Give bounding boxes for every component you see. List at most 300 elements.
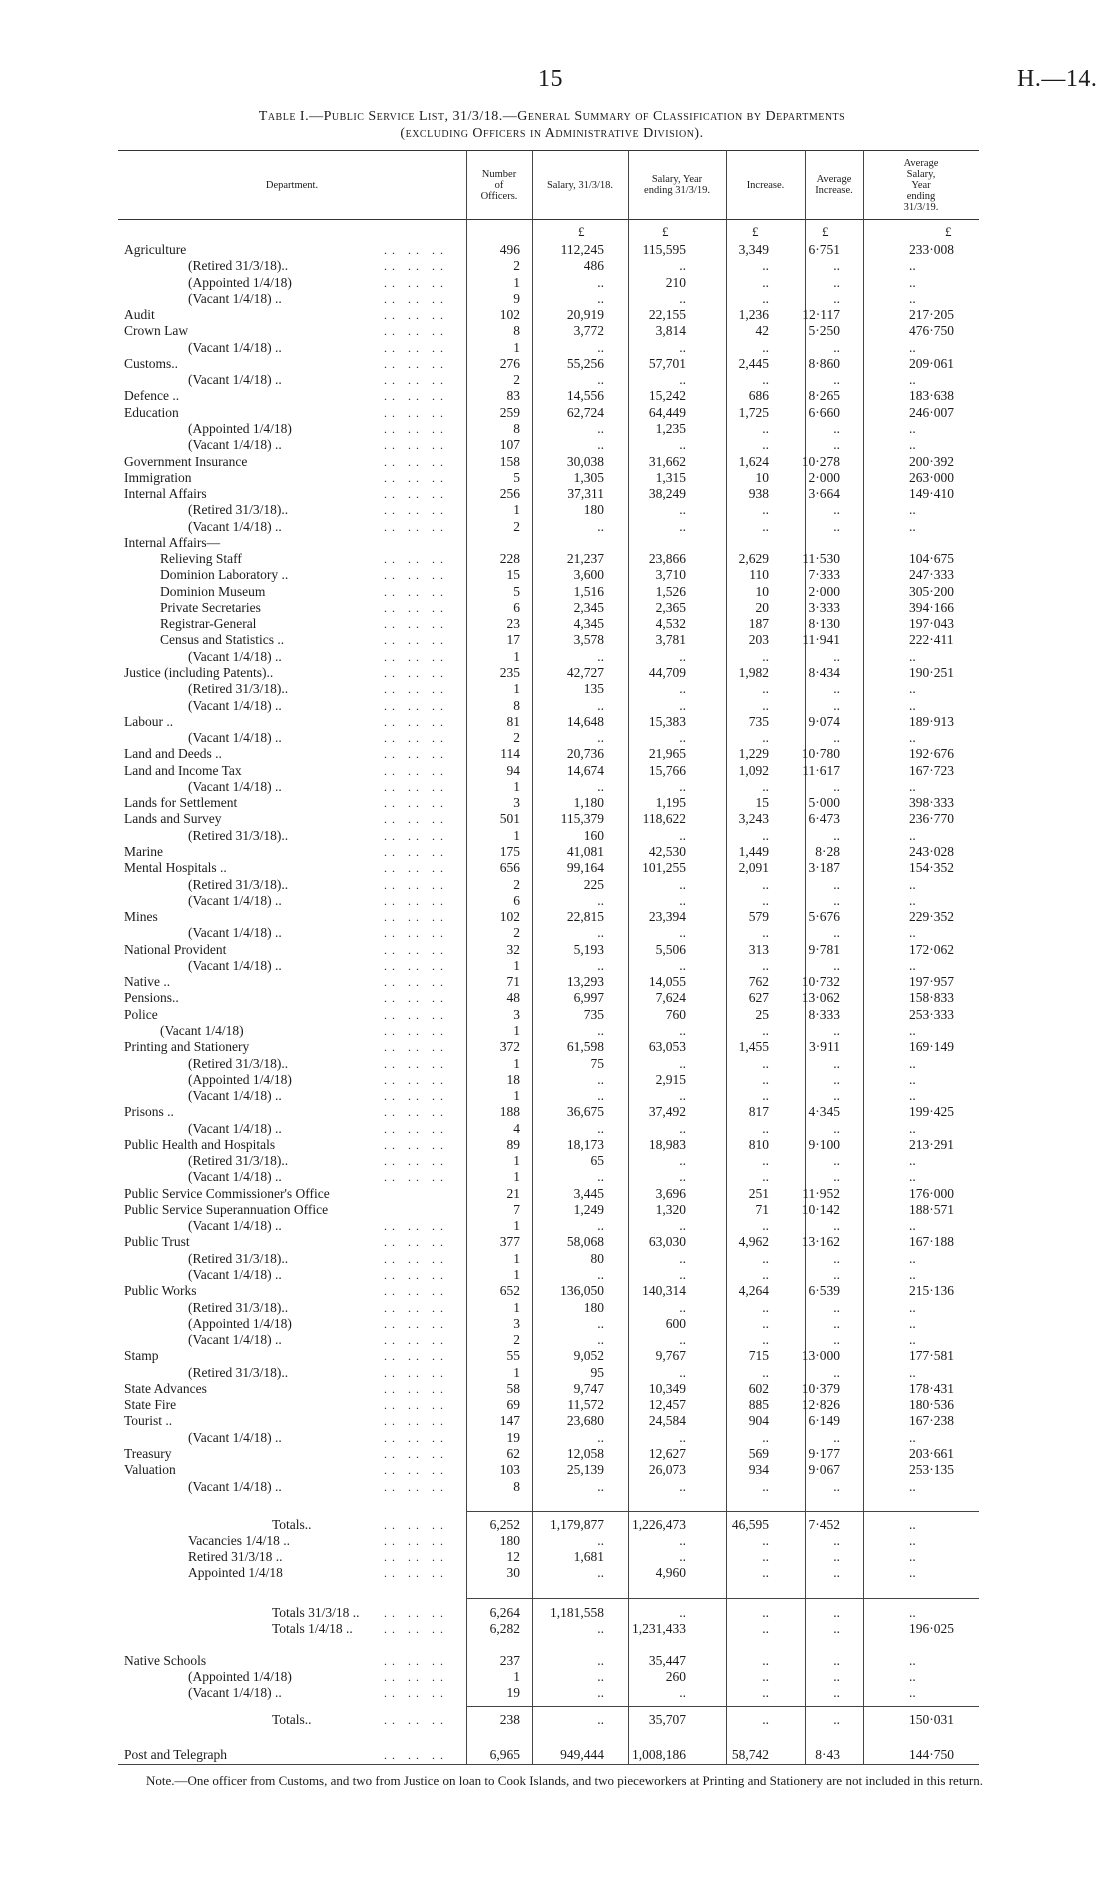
leader-dots: .. .. .. xyxy=(384,356,448,371)
leader-dots: .. .. .. xyxy=(384,487,448,502)
salary-value: 5,193 xyxy=(573,941,604,957)
salary-value: 61,598 xyxy=(566,1039,604,1055)
salary-value: .. xyxy=(597,1533,604,1548)
avg-salary-value: 398·333 xyxy=(909,795,954,811)
leader-dots: .. .. .. xyxy=(384,1023,448,1038)
avg-salary-value: .. xyxy=(909,827,916,843)
leader-dots: .. .. .. xyxy=(384,1056,448,1071)
salary-year-value: 7,624 xyxy=(655,990,686,1006)
increase-value: .. xyxy=(762,1169,769,1185)
salary-value: 486 xyxy=(583,258,604,274)
row-label: (Vacant 1/4/18) xyxy=(160,1022,244,1038)
officers-count: 1 xyxy=(513,1153,520,1169)
avg-increase-value: .. xyxy=(833,1549,840,1564)
salary-value: 36,675 xyxy=(566,1104,604,1120)
officers-count: 62 xyxy=(506,1445,520,1461)
row-label: (Retired 31/3/18).. xyxy=(188,1250,289,1266)
officers-count: 259 xyxy=(499,404,520,420)
avg-salary-value: 192·676 xyxy=(909,746,954,762)
table-row xyxy=(0,1268,1114,1282)
totals-rule xyxy=(466,1511,979,1512)
officers-count: 23 xyxy=(506,616,520,632)
avg-increase-value: 13·062 xyxy=(801,990,840,1006)
officers-count: 372 xyxy=(499,1039,520,1055)
increase-value: .. xyxy=(762,1669,769,1684)
salary-value: .. xyxy=(597,1267,604,1282)
table-row xyxy=(0,1203,1114,1217)
salary-value: 180 xyxy=(583,502,604,518)
avg-increase-value: 10·278 xyxy=(801,453,840,469)
salary-value: 42,727 xyxy=(566,665,604,681)
row-label: (Vacant 1/4/18) .. xyxy=(188,437,282,453)
avg-salary-value: 253·333 xyxy=(909,1006,954,1022)
avg-increase-value: .. xyxy=(833,1332,840,1348)
leader-dots: .. .. .. xyxy=(384,389,448,404)
salary-value: .. xyxy=(597,1621,604,1636)
officers-count: 2 xyxy=(513,372,520,388)
row-label: (Vacant 1/4/18) .. xyxy=(188,730,282,746)
salary-value: 112,245 xyxy=(560,242,604,257)
row-label: (Vacant 1/4/18) .. xyxy=(188,290,282,306)
increase-value: 579 xyxy=(748,909,769,925)
officers-count: 147 xyxy=(499,1413,520,1429)
avg-salary-value: .. xyxy=(909,1669,916,1684)
avg-salary-value: .. xyxy=(909,1332,916,1348)
officers-count: 1 xyxy=(513,1169,520,1185)
leader-dots: .. .. .. xyxy=(384,893,448,908)
salary-year-value: .. xyxy=(679,339,686,355)
avg-increase-value: .. xyxy=(833,827,840,843)
avg-salary-value: 217·205 xyxy=(909,307,954,323)
row-label: Relieving Staff xyxy=(160,551,242,567)
table-row xyxy=(0,1606,1114,1620)
row-label: Private Secretaries xyxy=(160,599,261,615)
salary-value: .. xyxy=(597,1478,604,1494)
row-label: (Retired 31/3/18).. xyxy=(188,258,289,274)
avg-increase-value: 5·676 xyxy=(808,909,840,925)
officers-count: 2 xyxy=(513,730,520,746)
salary-year-value: .. xyxy=(679,876,686,892)
officers-count: 58 xyxy=(506,1380,520,1396)
leader-dots: .. .. .. xyxy=(384,1154,448,1169)
increase-value: 1,455 xyxy=(738,1039,769,1055)
table-row xyxy=(0,731,1114,745)
salary-value: 1,179,877 xyxy=(550,1517,604,1532)
row-label: Crown Law xyxy=(124,323,189,339)
officers-count: 6,965 xyxy=(489,1747,520,1762)
avg-salary-value: 215·136 xyxy=(909,1283,954,1299)
salary-value: 99,164 xyxy=(566,860,604,876)
row-label: State Fire xyxy=(124,1397,177,1413)
row-label: Public Service Commissioner's Office xyxy=(124,1185,330,1201)
salary-year-value: 1,320 xyxy=(655,1201,686,1217)
leader-dots: .. .. .. xyxy=(384,1622,448,1636)
increase-value: 15 xyxy=(755,795,769,811)
increase-value: 569 xyxy=(748,1445,769,1461)
officers-count: 2 xyxy=(513,518,520,534)
leader-dots: .. .. .. xyxy=(384,1479,448,1494)
avg-salary-value: .. xyxy=(909,1533,916,1548)
avg-salary-value: 229·352 xyxy=(909,909,954,925)
officers-count: 175 xyxy=(499,843,520,859)
avg-salary-value: 180·536 xyxy=(909,1397,954,1413)
officers-count: 21 xyxy=(506,1185,520,1201)
salary-value: 55,256 xyxy=(566,355,604,371)
salary-value: 22,815 xyxy=(566,909,604,925)
leader-dots: .. .. .. xyxy=(384,552,448,567)
table-row xyxy=(0,341,1114,355)
leader-dots: .. .. .. xyxy=(384,1654,448,1668)
increase-value: 3,349 xyxy=(738,242,769,257)
salary-year-value: 1,526 xyxy=(655,583,686,599)
officers-count: 8 xyxy=(513,323,520,339)
salary-year-value: .. xyxy=(679,437,686,453)
avg-salary-value: .. xyxy=(909,1299,916,1315)
salary-year-value: .. xyxy=(679,778,686,794)
leader-dots: .. .. .. xyxy=(384,340,448,355)
row-label: (Retired 31/3/18).. xyxy=(188,876,289,892)
row-label: Public Works xyxy=(124,1283,197,1299)
officers-count: 3 xyxy=(513,1315,520,1331)
avg-salary-value: 305·200 xyxy=(909,583,954,599)
salary-year-value: 760 xyxy=(665,1006,686,1022)
leader-dots: .. .. .. xyxy=(384,1606,448,1620)
increase-value: 58,742 xyxy=(731,1747,769,1762)
avg-salary-value: .. xyxy=(909,1565,916,1580)
row-label: Defence .. xyxy=(124,388,180,404)
row-label: (Vacant 1/4/18) .. xyxy=(188,1120,282,1136)
row-label: (Vacant 1/4/18) .. xyxy=(188,778,282,794)
leader-dots: .. .. .. xyxy=(384,1534,448,1548)
row-label: National Provident xyxy=(124,941,227,957)
leader-dots: .. .. .. xyxy=(384,1251,448,1266)
leader-dots: .. .. .. xyxy=(384,600,448,615)
increase-value: 46,595 xyxy=(731,1517,769,1532)
avg-increase-value: 8·860 xyxy=(808,355,840,371)
row-label: Labour .. xyxy=(124,713,174,729)
grand-totals-rule xyxy=(466,1598,979,1599)
avg-salary-value: .. xyxy=(909,1250,916,1266)
leader-dots: .. .. .. xyxy=(384,763,448,778)
row-label: (Vacant 1/4/18) .. xyxy=(188,957,282,973)
unit-increase: £ xyxy=(752,224,759,239)
increase-value: .. xyxy=(762,876,769,892)
officers-count: 377 xyxy=(499,1234,520,1250)
table-row xyxy=(0,894,1114,908)
table-row xyxy=(0,666,1114,680)
increase-value: .. xyxy=(762,339,769,355)
table-row xyxy=(0,1057,1114,1071)
officers-count: 17 xyxy=(506,632,520,648)
salary-year-value: .. xyxy=(679,827,686,843)
avg-increase-value: .. xyxy=(833,1315,840,1331)
salary-year-value: 1,235 xyxy=(655,420,686,436)
avg-salary-value: .. xyxy=(909,1605,916,1620)
avg-salary-value: 167·188 xyxy=(909,1234,954,1250)
unit-salary-year: £ xyxy=(662,224,669,239)
salary-year-value: 42,530 xyxy=(648,843,686,859)
salary-year-value: 101,255 xyxy=(642,860,686,876)
avg-increase-value: 2·000 xyxy=(808,469,840,485)
increase-value: 817 xyxy=(748,1104,769,1120)
table-row xyxy=(0,1566,1114,1580)
officers-count: 1 xyxy=(513,502,520,518)
salary-year-value: 23,394 xyxy=(648,909,686,925)
row-label: (Appointed 1/4/18) xyxy=(188,1315,292,1331)
table-row xyxy=(0,438,1114,452)
avg-salary-value: .. xyxy=(909,1653,916,1668)
officers-count: 3 xyxy=(513,795,520,811)
salary-value: .. xyxy=(597,648,604,664)
leader-dots: .. .. .. xyxy=(384,975,448,990)
salary-value: 9,747 xyxy=(573,1380,604,1396)
leader-dots: .. .. .. xyxy=(384,1670,448,1684)
avg-increase-value: 8·265 xyxy=(808,388,840,404)
salary-value: 95 xyxy=(590,1364,604,1380)
salary-value: 115,379 xyxy=(560,811,604,827)
avg-increase-value: 3·333 xyxy=(808,599,840,615)
salary-year-value: .. xyxy=(679,648,686,664)
officers-count: 1 xyxy=(513,827,520,843)
table-row xyxy=(0,1219,1114,1233)
table-row xyxy=(0,1670,1114,1684)
salary-value: .. xyxy=(597,339,604,355)
avg-salary-value: .. xyxy=(909,1055,916,1071)
avg-increase-value: 9·067 xyxy=(808,1462,840,1478)
salary-year-value: .. xyxy=(679,892,686,908)
table-row xyxy=(0,1333,1114,1347)
increase-value: 1,449 xyxy=(738,843,769,859)
avg-salary-value: 169·149 xyxy=(909,1039,954,1055)
avg-salary-value: .. xyxy=(909,502,916,518)
increase-value: 3,243 xyxy=(738,811,769,827)
row-label: Prisons .. xyxy=(124,1104,174,1120)
salary-year-value: 22,155 xyxy=(648,307,686,323)
row-label: Education xyxy=(124,404,179,420)
salary-value: .. xyxy=(597,1669,604,1684)
increase-value: 2,445 xyxy=(738,355,769,371)
increase-value: 1,725 xyxy=(738,404,769,420)
avg-salary-value: 144·750 xyxy=(909,1747,954,1762)
salary-year-value: .. xyxy=(679,1120,686,1136)
table-header xyxy=(118,150,979,220)
row-label: Native .. xyxy=(124,974,171,990)
row-label: (Retired 31/3/18).. xyxy=(188,681,289,697)
officers-count: 158 xyxy=(499,453,520,469)
officers-count: 238 xyxy=(499,1712,520,1727)
avg-salary-value: .. xyxy=(909,1517,916,1532)
increase-value: .. xyxy=(762,437,769,453)
table-row xyxy=(0,926,1114,940)
officers-count: 1 xyxy=(513,648,520,664)
officers-count: 276 xyxy=(499,355,520,371)
table-row xyxy=(0,1713,1114,1727)
row-label: Post and Telegraph xyxy=(124,1747,228,1762)
row-label: (Vacant 1/4/18) .. xyxy=(188,1218,282,1234)
row-label: Tourist .. xyxy=(124,1413,173,1429)
officers-count: 9 xyxy=(513,290,520,306)
row-label: (Vacant 1/4/18) .. xyxy=(188,892,282,908)
increase-value: .. xyxy=(762,648,769,664)
table-row xyxy=(0,1366,1114,1380)
officers-count: 18 xyxy=(506,1071,520,1087)
table-row xyxy=(0,1008,1114,1022)
row-label: Retired 31/3/18 .. xyxy=(188,1549,283,1564)
officers-count: 6,264 xyxy=(489,1605,520,1620)
row-label: Agriculture xyxy=(124,242,187,257)
row-label: (Retired 31/3/18).. xyxy=(188,1153,289,1169)
row-label: Public Service Superannuation Office xyxy=(124,1201,329,1217)
officers-count: 94 xyxy=(506,762,520,778)
table-row xyxy=(0,1024,1114,1038)
salary-year-value: .. xyxy=(679,1055,686,1071)
salary-year-value: 23,866 xyxy=(648,551,686,567)
avg-increase-value: 13·162 xyxy=(801,1234,840,1250)
avg-increase-value: 8·333 xyxy=(808,1006,840,1022)
salary-value: 1,249 xyxy=(573,1201,604,1217)
officers-count: 89 xyxy=(506,1136,520,1152)
increase-value: .. xyxy=(762,1364,769,1380)
row-label: (Vacant 1/4/18) .. xyxy=(188,1429,282,1445)
increase-value: 810 xyxy=(748,1136,769,1152)
officers-count: 1 xyxy=(513,778,520,794)
row-label: Lands and Survey xyxy=(124,811,222,827)
salary-year-value: .. xyxy=(679,1478,686,1494)
footnote: Note.—One officer from Customs, and two from Justice on loan to Cook Islands, and two pieceworkers at Printing and Stationery are not included in this return. xyxy=(146,1773,984,1788)
salary-value: 12,058 xyxy=(566,1445,604,1461)
avg-increase-value: .. xyxy=(833,957,840,973)
officers-count: 55 xyxy=(506,1348,520,1364)
table-row xyxy=(0,1105,1114,1119)
increase-value: .. xyxy=(762,1332,769,1348)
avg-increase-value: 13·000 xyxy=(801,1348,840,1364)
avg-increase-value: .. xyxy=(833,1364,840,1380)
avg-salary-value: .. xyxy=(909,892,916,908)
officers-count: 1 xyxy=(513,1669,520,1684)
officers-count: 15 xyxy=(506,567,520,583)
leader-dots: .. .. .. xyxy=(384,1072,448,1087)
leader-dots: .. .. .. xyxy=(384,747,448,762)
avg-increase-value: 8·43 xyxy=(815,1747,840,1762)
row-label: Justice (including Patents).. xyxy=(124,665,274,681)
avg-salary-value: 197·043 xyxy=(909,616,954,632)
increase-value: .. xyxy=(762,1022,769,1038)
unit-avg-increase: £ xyxy=(822,224,829,239)
table-bottom-rule xyxy=(118,1764,979,1765)
avg-increase-value: .. xyxy=(833,1621,840,1636)
increase-value: .. xyxy=(762,1120,769,1136)
table-row xyxy=(0,1235,1114,1249)
avg-salary-value: .. xyxy=(909,925,916,941)
table-row xyxy=(0,878,1114,892)
increase-value: 71 xyxy=(755,1201,769,1217)
increase-value: .. xyxy=(762,730,769,746)
table-row xyxy=(0,422,1114,436)
avg-salary-value: 167·238 xyxy=(909,1413,954,1429)
avg-increase-value: 9·781 xyxy=(808,941,840,957)
leader-dots: .. .. .. xyxy=(384,1089,448,1104)
avg-salary-value: 253·135 xyxy=(909,1462,954,1478)
increase-value: .. xyxy=(762,420,769,436)
officers-count: 1 xyxy=(513,1055,520,1071)
salary-year-value: 15,242 xyxy=(648,388,686,404)
increase-value: .. xyxy=(762,1533,769,1548)
row-label: (Vacant 1/4/18) .. xyxy=(188,925,282,941)
table-row xyxy=(0,1040,1114,1054)
increase-value: 10 xyxy=(755,583,769,599)
avg-increase-value: .. xyxy=(833,1565,840,1580)
salary-value: 13,293 xyxy=(566,974,604,990)
salary-year-value: .. xyxy=(679,1685,686,1700)
avg-increase-value: .. xyxy=(833,1169,840,1185)
increase-value: 4,264 xyxy=(738,1283,769,1299)
table-row xyxy=(0,1550,1114,1564)
table-row xyxy=(0,861,1114,875)
avg-increase-value: .. xyxy=(833,1478,840,1494)
avg-increase-value: .. xyxy=(833,1088,840,1104)
salary-year-value: .. xyxy=(679,290,686,306)
table-row xyxy=(0,1349,1114,1363)
salary-year-value: 15,766 xyxy=(648,762,686,778)
leader-dots: .. .. .. xyxy=(384,324,448,339)
avg-salary-value: 476·750 xyxy=(909,323,954,339)
row-label: Mental Hospitals .. xyxy=(124,860,227,876)
increase-value: 686 xyxy=(748,388,769,404)
row-label: Public Trust xyxy=(124,1234,190,1250)
row-label: Internal Affairs— xyxy=(124,534,221,550)
salary-year-value: 5,506 xyxy=(655,941,686,957)
table-row xyxy=(0,292,1114,306)
table-row xyxy=(0,536,1114,550)
avg-increase-value: .. xyxy=(833,1669,840,1684)
row-label: Immigration xyxy=(124,469,192,485)
increase-value: .. xyxy=(762,502,769,518)
table-row xyxy=(0,650,1114,664)
avg-increase-value: 5·000 xyxy=(808,795,840,811)
increase-value: .. xyxy=(762,697,769,713)
increase-value: 20 xyxy=(755,599,769,615)
avg-salary-value: 203·661 xyxy=(909,1445,954,1461)
avg-increase-value: 10·732 xyxy=(801,974,840,990)
increase-value: .. xyxy=(762,290,769,306)
leader-dots: .. .. .. xyxy=(384,1121,448,1136)
leader-dots: .. .. .. xyxy=(384,1748,448,1762)
salary-value: .. xyxy=(597,1653,604,1668)
table-row xyxy=(0,1414,1114,1428)
avg-salary-value: 243·028 xyxy=(909,843,954,859)
salary-year-value: .. xyxy=(679,372,686,388)
increase-value: 762 xyxy=(748,974,769,990)
avg-increase-value: .. xyxy=(833,1299,840,1315)
increase-value: 1,236 xyxy=(738,307,769,323)
increase-value: 2,629 xyxy=(738,551,769,567)
unit-salary: £ xyxy=(578,224,585,239)
officers-count: 2 xyxy=(513,925,520,941)
leader-dots: .. .. .. xyxy=(384,470,448,485)
salary-value: .. xyxy=(597,274,604,290)
avg-salary-value: 200·392 xyxy=(909,453,954,469)
table-row xyxy=(0,845,1114,859)
table-row xyxy=(0,1654,1114,1668)
salary-value: 80 xyxy=(590,1250,604,1266)
leader-dots: .. .. .. xyxy=(384,991,448,1006)
salary-year-value: .. xyxy=(679,1364,686,1380)
salary-year-value: 14,055 xyxy=(648,974,686,990)
leader-dots: .. .. .. xyxy=(384,1268,448,1282)
avg-salary-value: .. xyxy=(909,1364,916,1380)
salary-value: .. xyxy=(597,925,604,941)
table-title: Table I.—Public Service List, 31/3/18.—General Summary of Classification by Departments xyxy=(258,109,846,124)
